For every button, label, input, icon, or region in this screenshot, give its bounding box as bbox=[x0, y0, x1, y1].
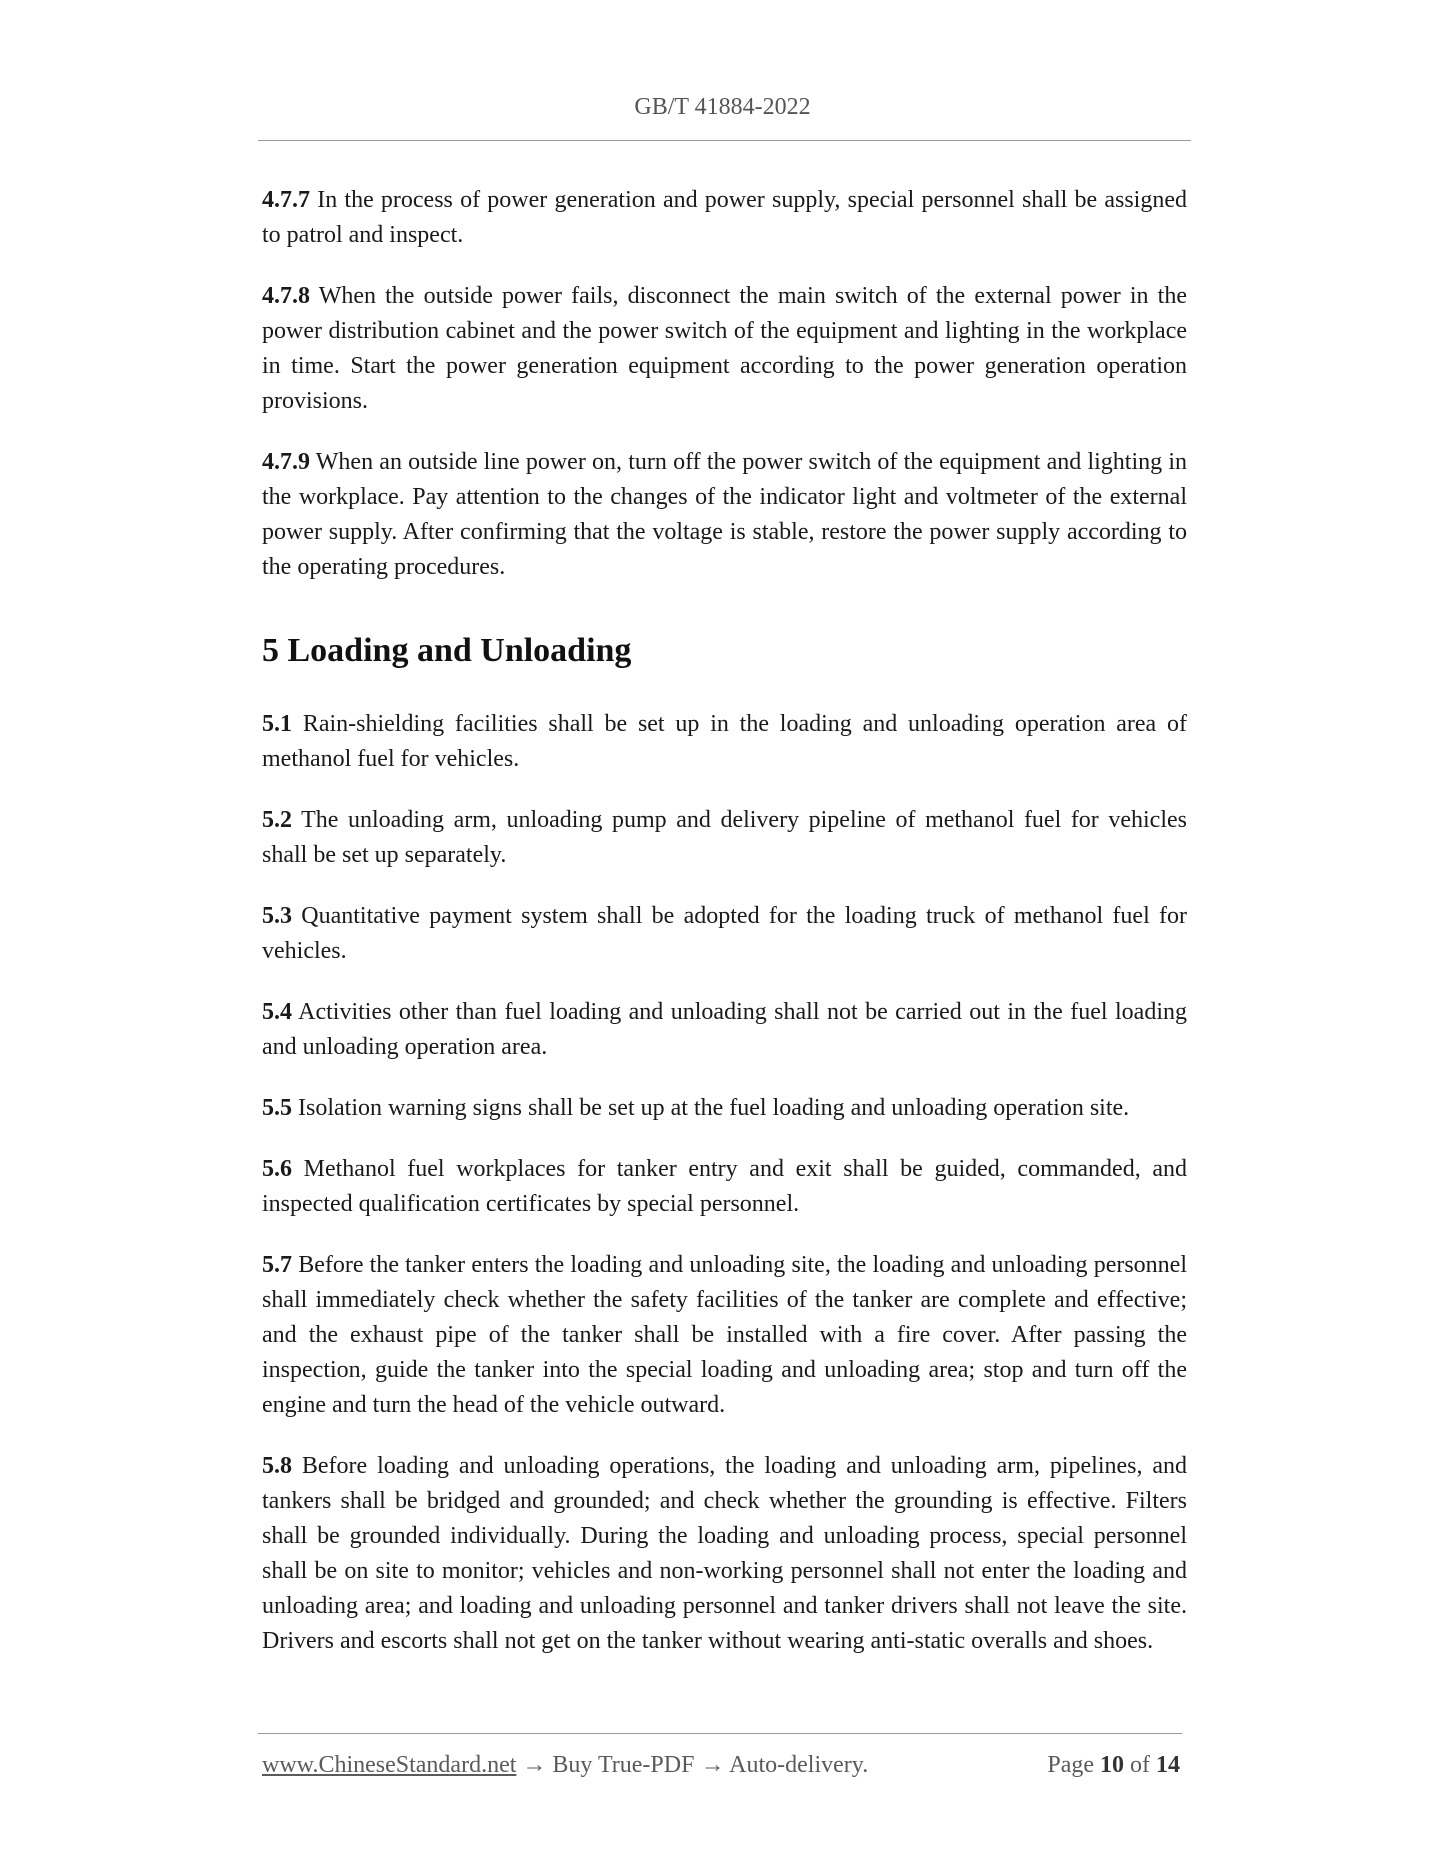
clause-number: 5.8 bbox=[262, 1453, 292, 1479]
footer-left bbox=[262, 1752, 868, 1779]
clause-4-7-8 bbox=[262, 279, 1187, 419]
clause-text: When the outside power fails, disconnect the main switch of the external power in the power distribution cabinet and the power switch of the equipment and lighting in the workplace in time. Start the power generation equipment according to the power generation operation provisions. bbox=[262, 283, 1187, 414]
page-header: GB/T 41884-2022 bbox=[634, 94, 811, 120]
clause-text: Before loading and unloading operations, the loading and unloading arm, pipelines, and tankers shall be bridged and grounded; and check whether the grounding is effective. Filters shall be grounded individually. During the loading and unloading process, special personnel shall be on site to monitor; vehicles and non-working personnel shall not enter the loading and unloading area; and loading and unloading personnel and tanker drivers shall not leave the site. Drivers and escorts shall not get on the tanker without wearing anti-static overalls and shoes. bbox=[262, 1453, 1188, 1654]
clause-number: 4.7.8 bbox=[262, 283, 310, 309]
clause-number: 5.7 bbox=[262, 1252, 292, 1278]
clause-5-3 bbox=[262, 899, 1187, 969]
clause-5-4 bbox=[262, 995, 1187, 1065]
clause-5-6 bbox=[262, 1152, 1187, 1222]
clause-text: The unloading arm, unloading pump and delivery pipeline of methanol fuel for vehicles shall be set up separately. bbox=[262, 807, 1187, 868]
footer-divider bbox=[258, 1733, 1182, 1734]
of-label: of bbox=[1130, 1752, 1150, 1778]
page-footer bbox=[262, 1752, 1180, 1779]
clause-text: Before the tanker enters the loading and unloading site, the loading and unloading personnel shall immediately check whether the safety facilities of the tanker are complete and effective; and the exhaust pipe of the tanker shall be installed with a fire cover. After passing the inspection, guide the tanker into the special loading and unloading area; stop and turn off the engine and turn the head of the vehicle outward. bbox=[262, 1252, 1187, 1418]
clause-4-7-9 bbox=[262, 445, 1187, 585]
clause-number: 5.4 bbox=[262, 999, 292, 1025]
clause-number: 4.7.9 bbox=[262, 449, 310, 475]
arrow-right-icon: → bbox=[700, 1752, 725, 1778]
current-page: 10 bbox=[1100, 1752, 1124, 1778]
clause-5-8 bbox=[262, 1449, 1187, 1659]
auto-delivery-text: Auto-delivery. bbox=[729, 1752, 869, 1778]
page-label: Page bbox=[1047, 1752, 1094, 1778]
clause-text: Activities other than fuel loading and unloading shall not be carried out in the fuel loading and unloading operation area. bbox=[262, 999, 1187, 1060]
total-pages: 14 bbox=[1156, 1752, 1180, 1778]
clause-5-2 bbox=[262, 803, 1187, 873]
clause-number: 5.1 bbox=[262, 711, 292, 737]
clause-number: 5.6 bbox=[262, 1156, 292, 1182]
page-number bbox=[1047, 1752, 1180, 1779]
clause-number: 5.5 bbox=[262, 1095, 292, 1121]
clause-number: 5.2 bbox=[262, 807, 292, 833]
clause-text: Quantitative payment system shall be adopted for the loading truck of methanol fuel for vehicles. bbox=[262, 903, 1188, 964]
clause-5-7 bbox=[262, 1248, 1187, 1423]
clause-5-1 bbox=[262, 707, 1187, 777]
arrow-right-icon: → bbox=[522, 1752, 547, 1778]
clause-number: 4.7.7 bbox=[262, 187, 310, 213]
clause-text: In the process of power generation and power supply, special personnel shall be assigned to patrol and inspect. bbox=[262, 187, 1187, 248]
clause-text: Isolation warning signs shall be set up at the fuel loading and unloading operation site. bbox=[298, 1095, 1130, 1121]
clause-text: When an outside line power on, turn off the power switch of the equipment and lighting in the workplace. Pay attention to the changes of the indicator light and voltmeter of the external power supply. After confirming that the voltage is stable, restore the power supply according to the operating procedures. bbox=[262, 449, 1188, 580]
clause-text: Methanol fuel workplaces for tanker entry and exit shall be guided, commanded, and inspected qualification certificates by special personnel. bbox=[262, 1156, 1188, 1217]
clause-5-5 bbox=[262, 1091, 1187, 1126]
page-body bbox=[262, 183, 1187, 1685]
header-divider bbox=[258, 140, 1191, 141]
buy-pdf-text: Buy True-PDF bbox=[552, 1752, 695, 1778]
clause-4-7-7 bbox=[262, 183, 1187, 253]
website-link[interactable]: www.ChineseStandard.net bbox=[262, 1752, 517, 1778]
section-heading: 5 Loading and Unloading bbox=[262, 632, 632, 669]
clause-number: 5.3 bbox=[262, 903, 292, 929]
clause-text: Rain-shielding facilities shall be set up in the loading and unloading operation area of methanol fuel for vehicles. bbox=[262, 711, 1188, 772]
